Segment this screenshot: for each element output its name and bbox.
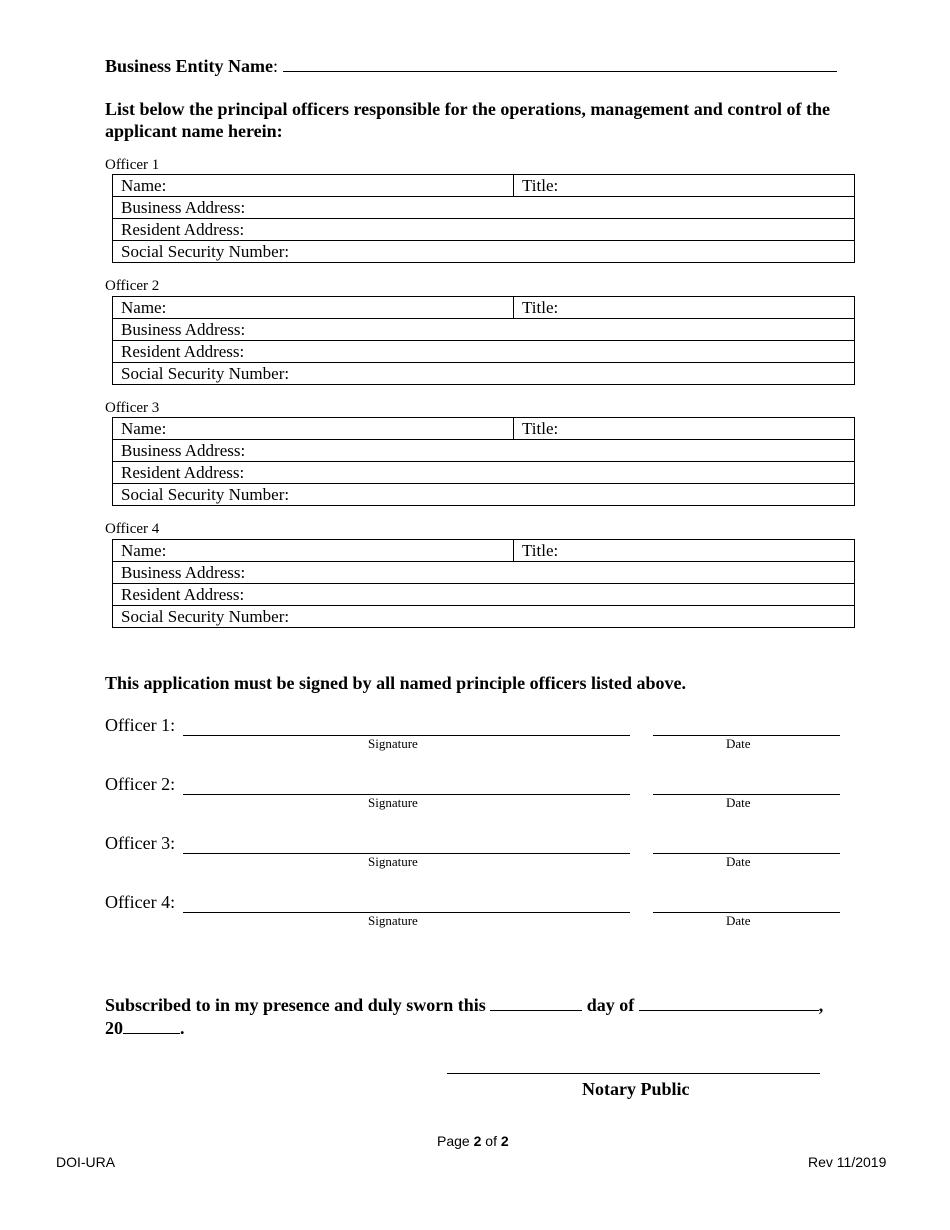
officer-3-name-field[interactable]: Name: — [113, 418, 514, 440]
officer-4-resident-address-field[interactable]: Resident Address: — [113, 584, 855, 606]
officer-1-ssn-field[interactable]: Social Security Number: — [113, 241, 855, 263]
officers-instructions: List below the principal officers responsible for the operations, management and control of the applicant name herein: — [105, 99, 830, 141]
sworn-month-field[interactable] — [639, 994, 819, 1011]
officer-1-business-address-field[interactable]: Business Address: — [113, 197, 855, 219]
officer-1-heading: Officer 1 — [105, 157, 160, 173]
officer-3-title-field[interactable]: Title: — [514, 418, 855, 440]
officer-4-signature-line[interactable] — [183, 892, 630, 913]
officer-4-table — [112, 539, 855, 628]
officer-1-signature-caption: Signature — [368, 736, 418, 751]
officer-1-title-field[interactable]: Title: — [514, 175, 855, 197]
officer-3-resident-address-field[interactable]: Resident Address: — [113, 462, 855, 484]
sworn-statement: Subscribed to in my presence and duly sworn this day of , 20 . — [105, 995, 824, 1038]
officer-2-signature-caption: Signature — [368, 795, 418, 810]
signing-note: This application must be signed by all named principle officers listed above. — [105, 673, 687, 693]
officer-1-table — [112, 174, 855, 263]
officer-1-name-field[interactable]: Name: — [113, 175, 514, 197]
officer-4-signature-caption: Signature — [368, 913, 418, 928]
officer-1-date-line[interactable] — [653, 715, 840, 736]
notary-public-label: Notary Public — [582, 1079, 690, 1099]
officer-4-date-line[interactable] — [653, 892, 840, 913]
officer-2-resident-address-field[interactable]: Resident Address: — [113, 341, 855, 363]
business-entity-name-label: Business Entity Name — [105, 56, 274, 76]
officer-2-signature-line[interactable] — [183, 774, 630, 795]
officer-3-signature-line[interactable] — [183, 833, 630, 854]
officer-1-signature-label: Officer 1: — [105, 715, 176, 735]
officer-2-date-caption: Date — [726, 795, 751, 810]
officer-4-ssn-field[interactable]: Social Security Number: — [113, 606, 855, 628]
officer-4-title-field[interactable]: Title: — [514, 540, 855, 562]
officer-1-signature-line[interactable] — [183, 715, 630, 736]
officer-3-date-caption: Date — [726, 854, 751, 869]
officer-3-business-address-field[interactable]: Business Address: — [113, 440, 855, 462]
sworn-year-field[interactable] — [123, 1017, 180, 1034]
officer-3-signature-caption: Signature — [368, 854, 418, 869]
officer-2-table — [112, 296, 855, 385]
officer-4-signature-label: Officer 4: — [105, 892, 176, 912]
officer-1-resident-address-field[interactable]: Resident Address: — [113, 219, 855, 241]
officer-3-ssn-field[interactable]: Social Security Number: — [113, 484, 855, 506]
officer-2-business-address-field[interactable]: Business Address: — [113, 319, 855, 341]
page-number: Page 2 of 2 — [437, 1133, 509, 1149]
officer-2-ssn-field[interactable]: Social Security Number: — [113, 363, 855, 385]
officer-2-name-field[interactable]: Name: — [113, 297, 514, 319]
officer-4-name-field[interactable]: Name: — [113, 540, 514, 562]
officer-3-table — [112, 417, 855, 506]
business-entity-name-field[interactable] — [283, 71, 837, 72]
officer-2-date-line[interactable] — [653, 774, 840, 795]
officer-4-business-address-field[interactable]: Business Address: — [113, 562, 855, 584]
officer-3-signature-label: Officer 3: — [105, 833, 176, 853]
officer-4-heading: Officer 4 — [105, 521, 160, 537]
officer-2-heading: Officer 2 — [105, 278, 160, 294]
officer-2-title-field[interactable]: Title: — [514, 297, 855, 319]
form-revision: Rev 11/2019 — [808, 1154, 887, 1170]
officer-4-date-caption: Date — [726, 913, 751, 928]
officer-2-signature-label: Officer 2: — [105, 774, 176, 794]
notary-signature-line[interactable] — [447, 1073, 820, 1074]
form-id: DOI-URA — [56, 1154, 116, 1170]
business-entity-name-row: Business Entity Name: — [105, 56, 837, 77]
officer-3-heading: Officer 3 — [105, 400, 160, 416]
officer-1-date-caption: Date — [726, 736, 751, 751]
officer-3-date-line[interactable] — [653, 833, 840, 854]
sworn-day-field[interactable] — [490, 994, 582, 1011]
